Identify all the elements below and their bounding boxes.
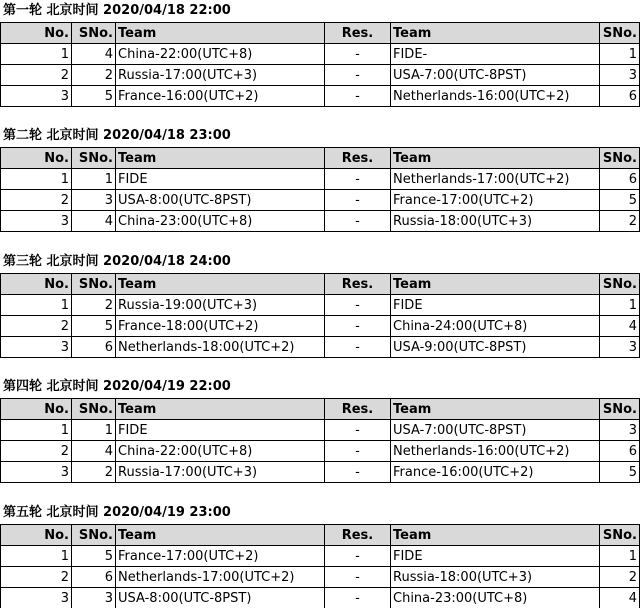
- cell-res: -: [325, 211, 391, 232]
- table-row: [1, 462, 640, 483]
- cell-res: -: [325, 44, 391, 65]
- cell-res: -: [325, 546, 391, 567]
- cell-no: 2: [1, 441, 72, 462]
- header-res: Res.: [325, 148, 391, 169]
- cell-no: 1: [1, 546, 72, 567]
- cell-no: 3: [1, 211, 72, 232]
- cell-team: China-23:00(UTC+8): [116, 211, 325, 232]
- header-team-2: Team: [391, 23, 600, 44]
- table-row: [1, 211, 640, 232]
- cell-res: -: [325, 441, 391, 462]
- cell-sno-2: 4: [600, 588, 640, 608]
- cell-sno: 4: [72, 44, 116, 65]
- cell-sno-2: 2: [600, 211, 640, 232]
- round-title: 第二轮 北京时间 2020/04/18 23:00: [3, 128, 231, 143]
- cell-no: 1: [1, 420, 72, 441]
- cell-team: Russia-19:00(UTC+3): [116, 295, 325, 316]
- header-no: No.: [1, 525, 72, 546]
- header-team: Team: [116, 23, 325, 44]
- cell-sno-2: 3: [600, 420, 640, 441]
- header-team-2: Team: [391, 148, 600, 169]
- round-5: [0, 502, 640, 608]
- round-title: 第一轮 北京时间 2020/04/18 22:00: [3, 3, 231, 18]
- cell-team-2: USA-7:00(UTC-8PST): [391, 65, 600, 86]
- cell-sno: 5: [72, 546, 116, 567]
- round-1: [0, 0, 640, 107]
- table-row: [1, 190, 640, 211]
- cell-res: -: [325, 65, 391, 86]
- cell-sno: 6: [72, 567, 116, 588]
- cell-no: 2: [1, 316, 72, 337]
- table-row: [1, 567, 640, 588]
- cell-sno-2: 3: [600, 65, 640, 86]
- cell-no: 3: [1, 462, 72, 483]
- cell-team-2: France-16:00(UTC+2): [391, 462, 600, 483]
- cell-sno: 2: [72, 65, 116, 86]
- cell-no: 1: [1, 169, 72, 190]
- cell-sno: 5: [72, 316, 116, 337]
- header-res: Res.: [325, 23, 391, 44]
- cell-sno: 4: [72, 441, 116, 462]
- cell-sno-2: 6: [600, 169, 640, 190]
- cell-sno-2: 6: [600, 441, 640, 462]
- header-row: [1, 399, 640, 420]
- round-title: 第五轮 北京时间 2020/04/19 23:00: [3, 505, 231, 520]
- round-3: [0, 251, 640, 358]
- cell-sno-2: 1: [600, 295, 640, 316]
- cell-team: China-22:00(UTC+8): [116, 441, 325, 462]
- header-sno: SNo.: [72, 399, 116, 420]
- header-no: No.: [1, 274, 72, 295]
- cell-res: -: [325, 86, 391, 107]
- header-team: Team: [116, 525, 325, 546]
- header-no: No.: [1, 148, 72, 169]
- table-row: [1, 546, 640, 567]
- cell-team: FIDE: [116, 420, 325, 441]
- cell-sno: 1: [72, 420, 116, 441]
- cell-no: 1: [1, 44, 72, 65]
- pairings-table: [0, 524, 640, 608]
- cell-sno: 5: [72, 86, 116, 107]
- cell-res: -: [325, 567, 391, 588]
- table-row: [1, 337, 640, 358]
- header-sno-2: SNo.: [600, 23, 640, 44]
- cell-team-2: FIDE: [391, 546, 600, 567]
- header-no: No.: [1, 399, 72, 420]
- cell-res: -: [325, 420, 391, 441]
- cell-sno-2: 3: [600, 337, 640, 358]
- header-row: [1, 274, 640, 295]
- header-res: Res.: [325, 274, 391, 295]
- table-row: [1, 65, 640, 86]
- cell-sno-2: 5: [600, 462, 640, 483]
- cell-team-2: Russia-18:00(UTC+3): [391, 567, 600, 588]
- table-row: [1, 588, 640, 608]
- cell-res: -: [325, 295, 391, 316]
- cell-team-2: Netherlands-17:00(UTC+2): [391, 169, 600, 190]
- table-row: [1, 316, 640, 337]
- cell-sno: 1: [72, 169, 116, 190]
- cell-sno-2: 4: [600, 316, 640, 337]
- header-sno: SNo.: [72, 23, 116, 44]
- table-row: [1, 420, 640, 441]
- header-res: Res.: [325, 525, 391, 546]
- header-sno: SNo.: [72, 274, 116, 295]
- cell-no: 1: [1, 295, 72, 316]
- cell-team-2: Russia-18:00(UTC+3): [391, 211, 600, 232]
- header-row: [1, 525, 640, 546]
- cell-sno: 3: [72, 588, 116, 608]
- cell-res: -: [325, 316, 391, 337]
- cell-team-2: USA-9:00(UTC-8PST): [391, 337, 600, 358]
- header-team-2: Team: [391, 274, 600, 295]
- cell-sno: 3: [72, 190, 116, 211]
- header-team: Team: [116, 148, 325, 169]
- cell-team: FIDE: [116, 169, 325, 190]
- cell-res: -: [325, 337, 391, 358]
- cell-team: USA-8:00(UTC-8PST): [116, 588, 325, 608]
- cell-res: -: [325, 190, 391, 211]
- cell-no: 3: [1, 588, 72, 608]
- table-row: [1, 169, 640, 190]
- cell-team: Russia-17:00(UTC+3): [116, 462, 325, 483]
- cell-no: 2: [1, 190, 72, 211]
- round-2: [0, 125, 640, 232]
- cell-team-2: China-24:00(UTC+8): [391, 316, 600, 337]
- header-team: Team: [116, 399, 325, 420]
- table-row: [1, 86, 640, 107]
- cell-sno: 2: [72, 295, 116, 316]
- cell-no: 2: [1, 65, 72, 86]
- table-row: [1, 295, 640, 316]
- cell-sno: 6: [72, 337, 116, 358]
- header-sno: SNo.: [72, 148, 116, 169]
- cell-no: 2: [1, 567, 72, 588]
- cell-sno-2: 2: [600, 567, 640, 588]
- cell-team: France-16:00(UTC+2): [116, 86, 325, 107]
- header-sno-2: SNo.: [600, 148, 640, 169]
- round-title: 第三轮 北京时间 2020/04/18 24:00: [3, 254, 231, 269]
- cell-no: 3: [1, 337, 72, 358]
- cell-team: Russia-17:00(UTC+3): [116, 65, 325, 86]
- cell-team: France-17:00(UTC+2): [116, 546, 325, 567]
- header-sno-2: SNo.: [600, 399, 640, 420]
- cell-team: Netherlands-18:00(UTC+2): [116, 337, 325, 358]
- header-sno-2: SNo.: [600, 274, 640, 295]
- cell-sno: 2: [72, 462, 116, 483]
- cell-team: France-18:00(UTC+2): [116, 316, 325, 337]
- cell-team-2: Netherlands-16:00(UTC+2): [391, 86, 600, 107]
- header-no: No.: [1, 23, 72, 44]
- header-team: Team: [116, 274, 325, 295]
- round-4: [0, 376, 640, 483]
- table-row: [1, 441, 640, 462]
- header-res: Res.: [325, 399, 391, 420]
- cell-no: 3: [1, 86, 72, 107]
- header-sno-2: SNo.: [600, 525, 640, 546]
- header-sno: SNo.: [72, 525, 116, 546]
- table-row: [1, 44, 640, 65]
- cell-sno-2: 1: [600, 546, 640, 567]
- cell-team: China-22:00(UTC+8): [116, 44, 325, 65]
- pairings-table: [0, 398, 640, 483]
- cell-res: -: [325, 588, 391, 608]
- cell-team: Netherlands-17:00(UTC+2): [116, 567, 325, 588]
- pairings-table: [0, 147, 640, 232]
- header-team-2: Team: [391, 399, 600, 420]
- cell-sno-2: 5: [600, 190, 640, 211]
- cell-sno-2: 6: [600, 86, 640, 107]
- header-row: [1, 23, 640, 44]
- cell-team-2: FIDE-: [391, 44, 600, 65]
- header-team-2: Team: [391, 525, 600, 546]
- cell-sno-2: 1: [600, 44, 640, 65]
- cell-sno: 4: [72, 211, 116, 232]
- cell-res: -: [325, 462, 391, 483]
- pairings-table: [0, 22, 640, 107]
- cell-team-2: Netherlands-16:00(UTC+2): [391, 441, 600, 462]
- cell-res: -: [325, 169, 391, 190]
- cell-team-2: USA-7:00(UTC-8PST): [391, 420, 600, 441]
- round-title: 第四轮 北京时间 2020/04/19 22:00: [3, 379, 231, 394]
- cell-team-2: China-23:00(UTC+8): [391, 588, 600, 608]
- cell-team: USA-8:00(UTC-8PST): [116, 190, 325, 211]
- cell-team-2: France-17:00(UTC+2): [391, 190, 600, 211]
- cell-team-2: FIDE: [391, 295, 600, 316]
- header-row: [1, 148, 640, 169]
- pairings-table: [0, 273, 640, 358]
